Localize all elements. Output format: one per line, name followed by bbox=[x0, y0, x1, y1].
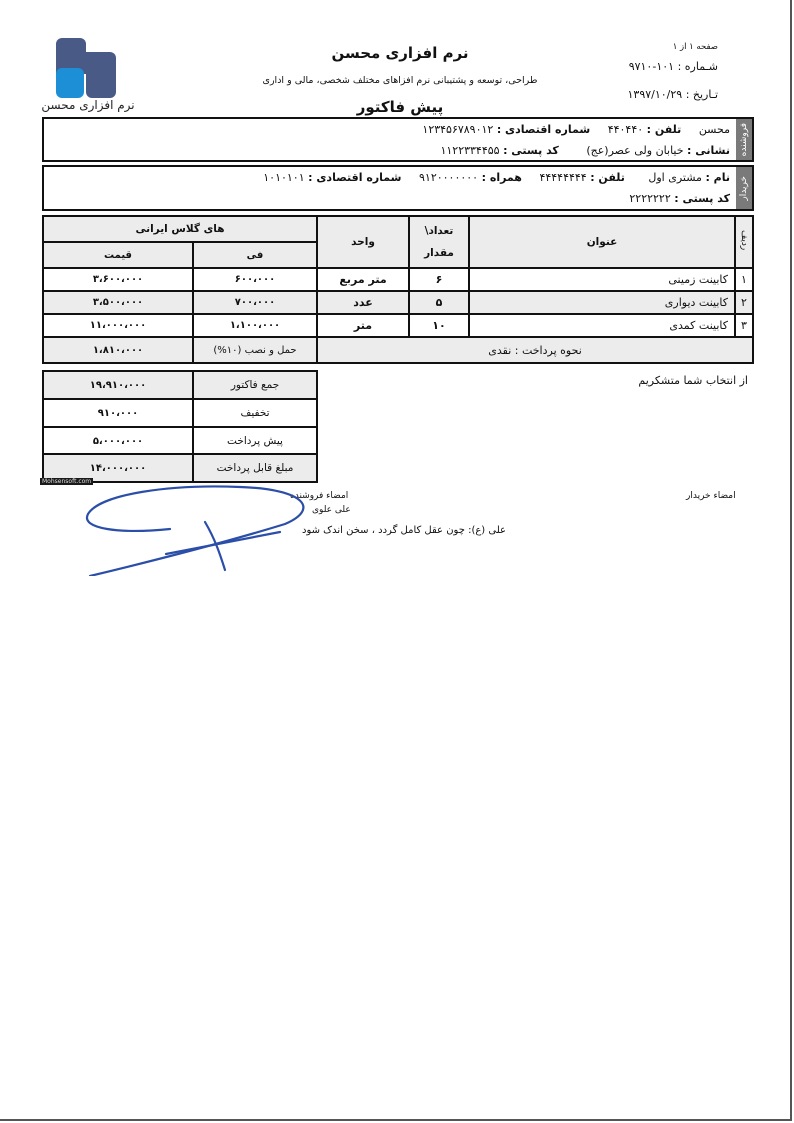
page-info: صفحه ۱ از ۱ bbox=[672, 42, 718, 52]
buyer-line-1 bbox=[263, 171, 730, 184]
row-number: ۳ bbox=[735, 314, 753, 337]
item-price: ۳،۶۰۰،۰۰۰ bbox=[43, 268, 193, 291]
quote-text: علی (ع): چون عقل کامل گردد ، سخن اندک شود bbox=[302, 525, 507, 536]
payment-method: نحوه پرداخت : نقدی bbox=[317, 337, 753, 363]
company-subtitle: طراحی، توسعه و پشتیبانی نرم افزاهای مختلف شخصی، مالی و اداری bbox=[262, 75, 538, 86]
invoice-number-value: ۱۰۱-۹۷۱۰ bbox=[628, 60, 675, 73]
buyer-name: مشتری اول bbox=[648, 171, 702, 184]
header-qty: تعداد\ مقدار bbox=[409, 216, 469, 268]
buyer-line-2 bbox=[629, 192, 730, 205]
item-fee: ۷۰۰،۰۰۰ bbox=[193, 291, 317, 314]
item-title: کابینت کمدی bbox=[469, 314, 735, 337]
invoice-date-value: ۱۳۹۷/۱۰/۲۹ bbox=[627, 88, 683, 101]
buyer-postal-label: کد پستی : bbox=[674, 192, 730, 205]
company-title: نرم افزاری محسن bbox=[331, 44, 469, 62]
item-unit: متر bbox=[317, 314, 409, 337]
seller-line-2 bbox=[440, 144, 730, 157]
item-title: کابینت زمینی bbox=[469, 268, 735, 291]
header-title: عنوان bbox=[469, 216, 735, 268]
install-label: حمل و نصب (۱۰%) bbox=[193, 337, 317, 363]
invoice-date bbox=[628, 88, 719, 101]
seller-signature-name: علی علوی bbox=[312, 505, 351, 515]
item-unit: متر مربع bbox=[317, 268, 409, 291]
item-title: کابینت دیواری bbox=[469, 291, 735, 314]
thanks-note: از انتخاب شما متشکریم bbox=[638, 374, 748, 387]
row-number: ۲ bbox=[735, 291, 753, 314]
item-price: ۱۱،۰۰۰،۰۰۰ bbox=[43, 314, 193, 337]
item-price: ۳،۵۰۰،۰۰۰ bbox=[43, 291, 193, 314]
seller-address-label: نشانی : bbox=[687, 144, 730, 157]
payable-label: مبلغ قابل پرداخت bbox=[193, 454, 317, 482]
seller-tag: فروشنده bbox=[736, 119, 752, 160]
prepay-value: ۵،۰۰۰،۰۰۰ bbox=[43, 427, 193, 455]
item-qty: ۱۰ bbox=[409, 314, 469, 337]
watermark: Mohsensoft.com bbox=[42, 478, 92, 485]
header-unit: واحد bbox=[317, 216, 409, 268]
buyer-name-label: نام : bbox=[705, 171, 730, 184]
discount-label: تخفیف bbox=[193, 399, 317, 427]
totals-table bbox=[42, 370, 318, 456]
header-fee: فی bbox=[193, 242, 317, 268]
item-unit: عدد bbox=[317, 291, 409, 314]
discount-value: ۹۱۰،۰۰۰ bbox=[43, 399, 193, 427]
seller-phone: ۴۴۰۴۴۰ bbox=[607, 123, 644, 136]
install-value: ۱،۸۱۰،۰۰۰ bbox=[43, 337, 193, 363]
table-row bbox=[43, 314, 753, 337]
buyer-tag: خریدار bbox=[736, 167, 752, 209]
item-qty: ۵ bbox=[409, 291, 469, 314]
seller-postal-label: کد پستی : bbox=[503, 144, 559, 157]
header-group: های گلاس ایرانی bbox=[43, 216, 317, 242]
table-row bbox=[43, 268, 753, 291]
seller-economic-no: ۱۲۳۴۵۶۷۸۹۰۱۲ bbox=[422, 123, 494, 136]
header-row-number: ردیف bbox=[735, 216, 753, 268]
item-qty: ۶ bbox=[409, 268, 469, 291]
seller-postal: ۱۱۲۲۳۳۴۴۵۵ bbox=[440, 144, 500, 157]
buyer-signature-label: امضاء خریدار bbox=[686, 491, 736, 501]
table-row bbox=[43, 291, 753, 314]
signature-scribble-icon bbox=[80, 484, 320, 576]
payment-install-row bbox=[43, 337, 753, 363]
seller-address: خیابان ولی عصر(عج) bbox=[586, 144, 684, 157]
seller-name: محسن bbox=[698, 123, 730, 136]
buyer-economic-no: ۱۰۱۰۱۰۱ bbox=[263, 171, 305, 184]
seller-phone-label: تلفن : bbox=[646, 123, 682, 136]
buyer-phone-label: تلفن : bbox=[590, 171, 625, 184]
items-table bbox=[42, 215, 754, 364]
sum-label: جمع فاکتور bbox=[193, 371, 317, 399]
seller-signature-label: امضاء فروشنده bbox=[290, 491, 349, 501]
buyer-box bbox=[42, 165, 754, 211]
invoice-date-label: تـاریخ : bbox=[685, 88, 718, 101]
sum-value: ۱۹،۹۱۰،۰۰۰ bbox=[43, 371, 193, 399]
seller-box bbox=[42, 117, 754, 162]
header-price: قیمت bbox=[43, 242, 193, 268]
invoice-number-label: شـماره : bbox=[677, 60, 718, 73]
buyer-mobile: ۹۱۲۰۰۰۰۰۰۰ bbox=[419, 171, 479, 184]
payable-value: ۱۴،۰۰۰،۰۰۰ bbox=[43, 454, 193, 482]
seller-economic-label: شماره اقتصادی : bbox=[496, 123, 591, 136]
item-fee: ۱،۱۰۰،۰۰۰ bbox=[193, 314, 317, 337]
prepay-label: پیش پرداخت bbox=[193, 427, 317, 455]
item-fee: ۶۰۰،۰۰۰ bbox=[193, 268, 317, 291]
buyer-postal: ۲۲۲۲۲۲۲ bbox=[629, 192, 671, 205]
document-title: پیش فاکتور bbox=[356, 98, 444, 116]
invoice-number bbox=[629, 60, 718, 73]
row-number: ۱ bbox=[735, 268, 753, 291]
logo-text: نرم افزاری محسن bbox=[41, 98, 135, 112]
buyer-economic-label: شماره اقتصادی : bbox=[308, 171, 402, 184]
buyer-phone: ۴۴۴۴۴۴۴۴ bbox=[539, 171, 587, 184]
buyer-mobile-label: همراه : bbox=[481, 171, 522, 184]
seller-line-1 bbox=[422, 123, 730, 136]
